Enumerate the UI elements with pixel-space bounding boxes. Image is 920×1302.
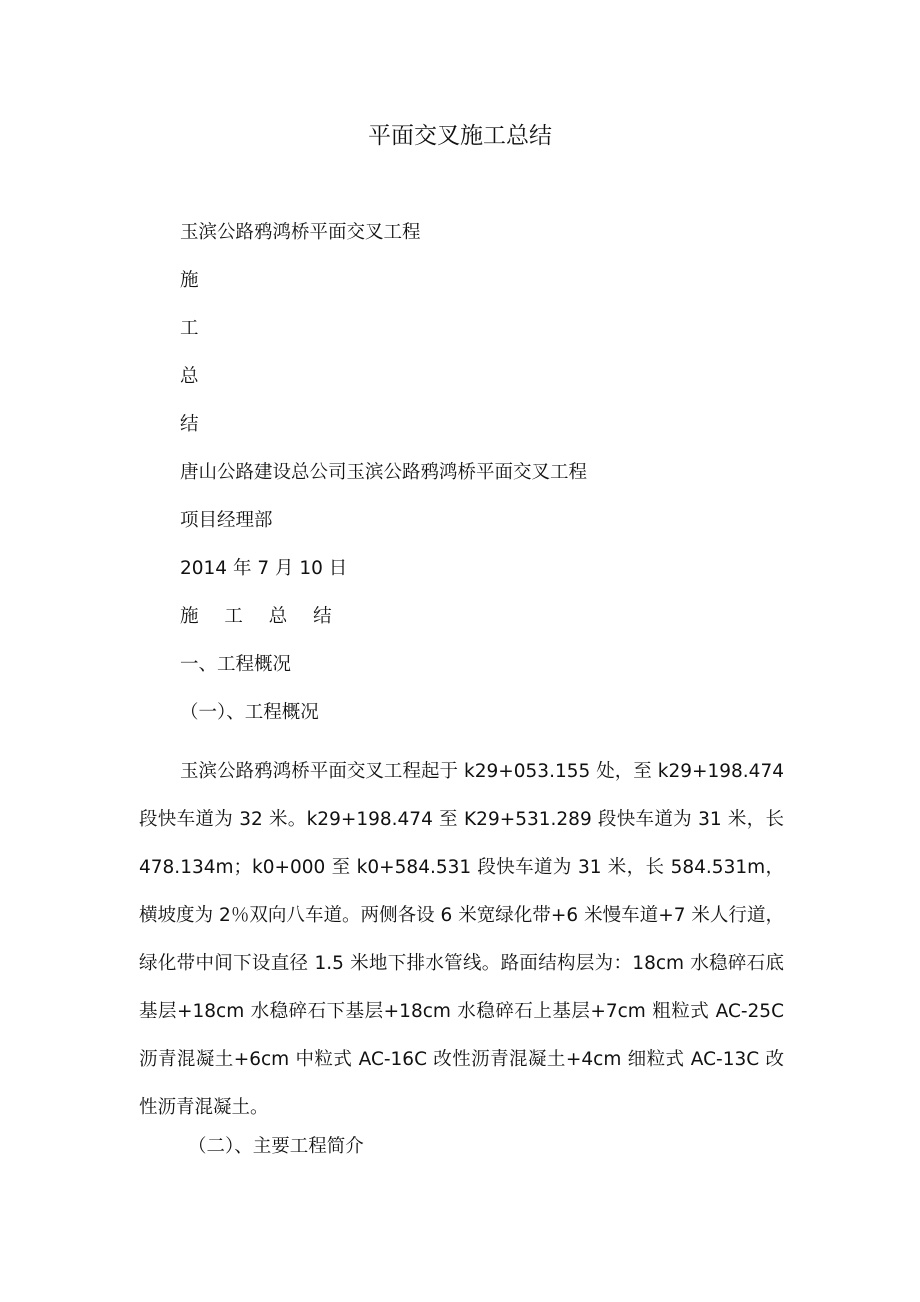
subsection-heading-2: （二）、主要工程简介 bbox=[188, 1136, 364, 1157]
cover-char-jie: 结 bbox=[180, 414, 199, 435]
section-heading: 施 工 总 结 bbox=[180, 606, 342, 627]
subsection-heading-1: （一）、工程概况 bbox=[180, 702, 319, 723]
company-name: 唐山公路建设总公司玉滨公路鸦鸿桥平面交叉工程 bbox=[180, 462, 588, 483]
document-title: 平面交叉施工总结 bbox=[368, 123, 552, 149]
department-name: 项目经理部 bbox=[180, 510, 273, 531]
project-name: 玉滨公路鸦鸿桥平面交叉工程 bbox=[180, 222, 421, 243]
cover-char-shi: 施 bbox=[180, 270, 199, 291]
cover-char-zong: 总 bbox=[180, 366, 199, 387]
cover-char-gong: 工 bbox=[180, 318, 199, 339]
overview-paragraph: 玉滨公路鸦鸿桥平面交叉工程起于 k29+053.155 处，至 k29+198.474 段快车道为 32 米。k29+198.474 至 K29+531.289 段快车道为 31 米，长 478.134m；k0+000 至 k0+584.531 段快车道为 31 米，长 584.531m，横坡度为 2％双向八车道。两侧各设 6 米宽绿化带+6 米慢车道+7 米人行道，绿化带中间下设直径 1.5 米地下排水管线。路面结构层为：18cm 水稳碎石底基层+18cm 水稳碎石下基层+18cm 水稳碎石上基层+7cm 粗粒式 AC-25C 沥青混凝土+6cm 中粒式 AC-16C 改性沥青混凝土+4cm 细粒式 AC-13C 改性沥青混凝土。 bbox=[139, 761, 784, 1118]
document-date: 2014 年 7 月 10 日 bbox=[180, 558, 348, 579]
chapter-heading-1: 一、工程概况 bbox=[180, 654, 292, 675]
